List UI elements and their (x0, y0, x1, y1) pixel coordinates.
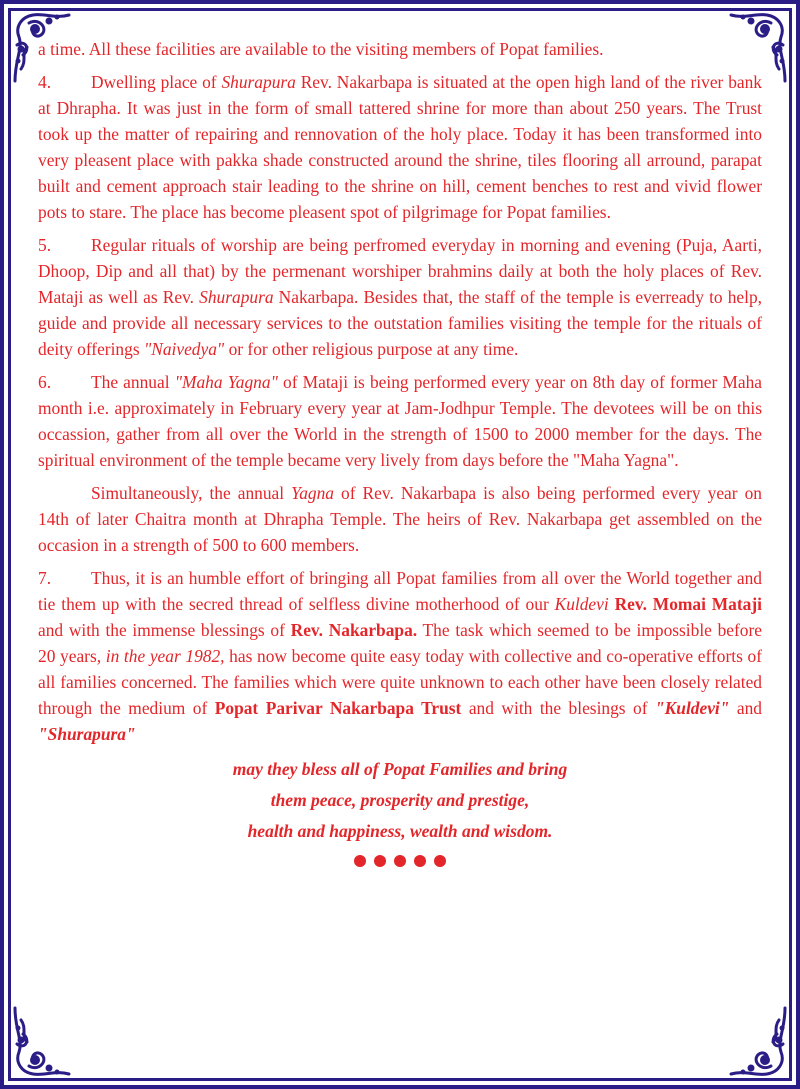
paragraph-number: 6. (38, 372, 52, 392)
paragraph-number: 5. (38, 235, 52, 255)
paragraph-number: 7. (38, 568, 52, 588)
paragraph-number: 4. (38, 72, 52, 92)
blessing-line: them peace, prosperity and prestige, (270, 790, 530, 810)
paragraph-6-continued: Simultaneously, the annual Yagna of Rev. Nakarbapa is also being performed every year on 14th of later Chaitra month at Dhrapha Temple. The heirs of Rev. Nakarbapa get assembled on the occasion in a strength of 500 to 600 members. (38, 483, 762, 555)
paragraph-7: 7. Thus, it is an humble effort of bringing all Popat families from all over the World together and tie them up with the secred thread of selfless divine motherhood of our Kuldevi Rev. Momai Mataji and with the immense blessings of Rev. Nakarbapa. The task which seemed to be impossible before 20 years, in the year 1982, has now become quite easy today with collective and co-operative efforts of all families concerned. The families which were quite unknown to each other have been closely related through the medium of Popat Parivar Nakarbapa Trust and with the blesings of "Kuldevi" and "Shurapura" (38, 565, 762, 747)
corner-ornament-icon (9, 1005, 84, 1080)
paragraph-4: 4. Dwelling place of Shurapura Rev. Nakarbapa is situated at the open high land of the river bank at Dhrapha. It was just in the form of small tattered shrine for more than about 250 years. The Trust took up the matter of repairing and rennovation of the holy place. Today it has been transformed into very pleasent place with pakka shade constructed around the shrine, tiles flooring all arround, parapat built and cement approach stair leading to the shrine on hill, cement benches to rest and vivid flower pots to stare. The place has become pleasent spot of pilgrimage for Popat families. (38, 69, 762, 225)
intro-line: a time. All these facilities are available to the visiting members of Popat families. (38, 39, 604, 59)
dot-icon (394, 855, 406, 867)
paragraph-5: 5. Regular rituals of worship are being perfromed everyday in morning and evening (Puja, Aarti, Dhoop, Dip and all that) by the permenant worshiper brahmins daily at both the holy places of Rev. Mataji as well as Rev. Shurapura Nakarbapa. Besides that, the staff of the temple is everready to help, guide and provide all necessary services to the outstation families visiting the temple for the rituals of deity offerings "Naivedya" or for other religious purpose at any time. (38, 232, 762, 362)
dot-ornament (38, 848, 762, 868)
dot-icon (354, 855, 366, 867)
closing-blessing (38, 754, 762, 846)
dot-icon (434, 855, 446, 867)
document-body (38, 36, 762, 868)
paragraph-6: 6. The annual "Maha Yagna" of Mataji is being performed every year on 8th day of former Maha month i.e. approximately in February every year at Jam-Jodhpur Temple. The devotees will be on this occassion, gather from all over the World in the strength of 1500 to 2000 member for the days. The spiritual environment of the temple became very lively from days before the "Maha Yagna". (38, 369, 762, 473)
dot-icon (414, 855, 426, 867)
blessing-line: health and happiness, wealth and wisdom. (247, 821, 553, 841)
blessing-line: may they bless all of Popat Families and bring (232, 759, 568, 779)
dot-icon (374, 855, 386, 867)
corner-ornament-icon (716, 1005, 791, 1080)
